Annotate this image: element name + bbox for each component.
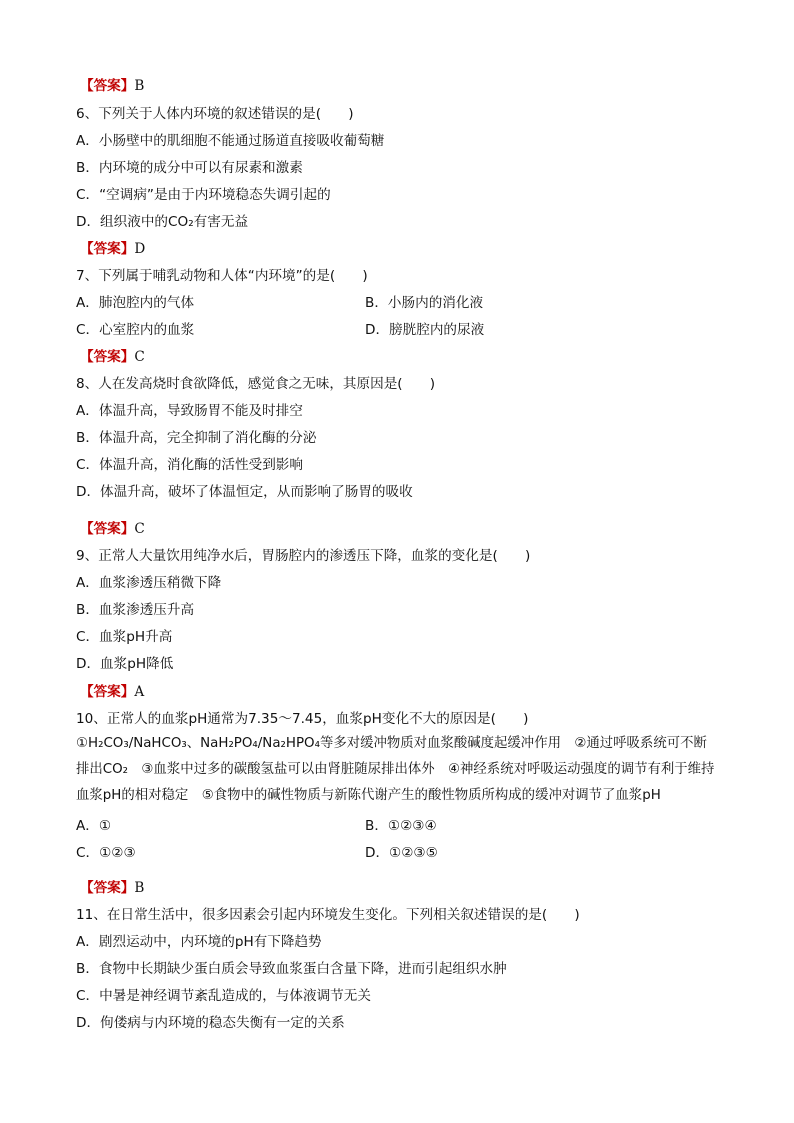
answer-line (80, 521, 145, 537)
question-stem: 10、正常人的血浆pH通常为7.35～7.45，血浆pH变化不大的原因是( ) (76, 711, 529, 727)
answer-line (80, 880, 144, 896)
answer-line (80, 349, 145, 365)
answer-label: 【答案】 (80, 521, 135, 537)
answer-line (80, 241, 145, 257)
answer-line (80, 684, 144, 700)
option-left: C．心室腔内的血浆 (76, 322, 195, 338)
option-right: D．膀胱腔内的尿液 (365, 322, 485, 338)
option-line: A．剧烈运动中，内环境的pH有下降趋势 (76, 934, 322, 950)
option-line: A．体温升高，导致肠胃不能及时排空 (76, 403, 303, 419)
option-line: D．组织液中的CO₂有害无益 (76, 214, 249, 230)
option-left: C．①②③ (76, 845, 136, 861)
option-line: A．血浆渗透压稍微下降 (76, 575, 222, 591)
option-line: C．体温升高，消化酶的活性受到影响 (76, 457, 303, 473)
question-stem: 8、人在发高烧时食欲降低，感觉食之无味，其原因是( ) (76, 376, 436, 392)
option-line: B．食物中长期缺少蛋白质会导致血浆蛋白含量下降，进而引起组织水肿 (76, 961, 507, 977)
option-line: B．血浆渗透压升高 (76, 602, 195, 618)
option-line: C．“空调病”是由于内环境稳态失调引起的 (76, 187, 331, 203)
answer-value: D (134, 241, 146, 257)
option-line: A．小肠壁中的肌细胞不能通过肠道直接吸收葡萄糖 (76, 133, 385, 149)
answer-label: 【答案】 (80, 880, 135, 896)
answer-label: 【答案】 (80, 684, 135, 700)
option-line: D．佝偻病与内环境的稳态失衡有一定的关系 (76, 1015, 345, 1031)
option-left: A．① (76, 818, 112, 834)
option-line: D．体温升高，破坏了体温恒定，从而影响了肠胃的吸收 (76, 484, 413, 500)
answer-value: B (134, 880, 145, 896)
question-stem: 11、在日常生活中，很多因素会引起内环境发生变化。下列相关叙述错误的是( ) (76, 907, 580, 923)
option-line: B．体温升高，完全抑制了消化酶的分泌 (76, 430, 317, 446)
question-statements: ①H₂CO₃/NaHCO₃、NaH₂PO₄/Na₂HPO₄等多对缓冲物质对血浆酸碱度起缓冲作用 ②通过呼吸系统可不断排出CO₂ ③血浆中过多的碳酸氢盐可以由肾脏随尿排出体外 ④神经系统对呼吸运动强度的调节有利于维持血浆pH的相对稳定 ⑤食物中的碱性物质与新陈代谢产生的酸性物质所构成的缓冲对调节了血浆pH (76, 736, 715, 803)
answer-value: C (134, 521, 145, 537)
question-stem: 6、下列关于人体内环境的叙述错误的是( ) (76, 106, 354, 122)
option-right: D．①②③⑤ (365, 845, 438, 861)
answer-value: C (134, 349, 145, 365)
answer-label: 【答案】 (80, 349, 135, 365)
question-stem: 7、下列属于哺乳动物和人体“内环境”的是( ) (76, 268, 368, 284)
option-line: C．中暑是神经调节紊乱造成的，与体液调节无关 (76, 988, 371, 1004)
option-right: B．小肠内的消化液 (365, 295, 484, 311)
option-line: B．内环境的成分中可以有尿素和激素 (76, 160, 303, 176)
answer-line (80, 78, 144, 94)
answer-value: A (134, 684, 145, 700)
option-left: A．肺泡腔内的气体 (76, 295, 195, 311)
answer-label: 【答案】 (80, 78, 135, 94)
answer-value: B (134, 78, 145, 94)
option-line: D．血浆pH降低 (76, 656, 174, 672)
question-stem: 9、正常人大量饮用纯净水后，胃肠腔内的渗透压下降，血浆的变化是( ) (76, 548, 531, 564)
option-line: C．血浆pH升高 (76, 629, 173, 645)
answer-label: 【答案】 (80, 241, 135, 257)
option-right: B．①②③④ (365, 818, 437, 834)
